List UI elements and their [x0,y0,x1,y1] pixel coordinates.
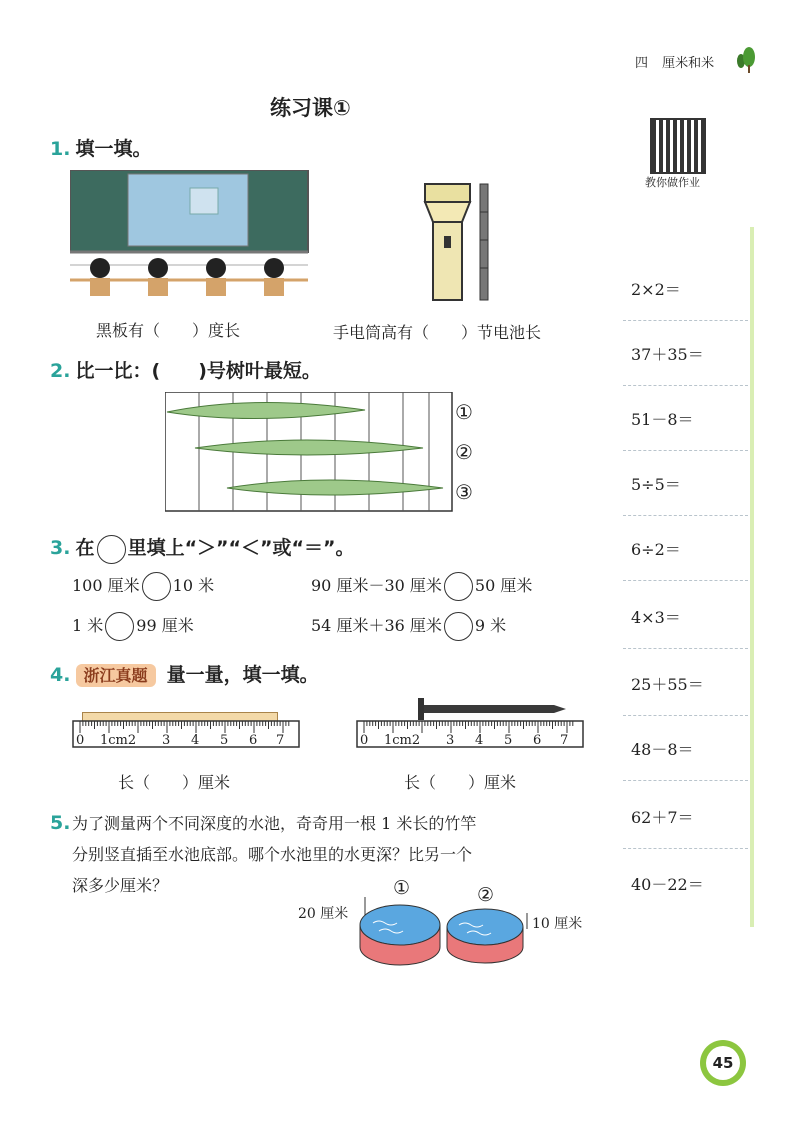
q3-item-4-right: 9 米 [474,616,507,635]
page-number: 45 [712,1054,734,1072]
divider [623,320,748,321]
q3-number: 3. [50,537,71,559]
q3-item-3 [72,612,194,641]
q3-item-4-left: 54 厘米＋36 厘米 [311,616,442,635]
ruler-1 [72,698,300,748]
q3-item-1-left: 100 厘米 [72,576,140,595]
chapter-number: 四 [635,56,649,71]
q5-block [50,808,595,901]
compare-circle-2[interactable] [444,572,473,601]
ruler-2 [356,698,584,748]
q3-item-1-right: 10 米 [172,576,215,595]
tick-label: 5 [220,733,229,748]
tick-label: 7 [276,733,285,748]
tick-label: 5 [504,733,513,748]
calc-item[interactable]: 37＋35＝ [631,345,704,364]
q3-item-2-right: 50 厘米 [474,576,533,595]
divider [623,848,748,849]
divider [623,648,748,649]
q3-heading [50,533,355,564]
divider [623,385,748,386]
q3-item-4 [311,612,506,641]
calc-item[interactable]: 62＋7＝ [631,808,694,827]
tick-label: 4 [475,733,484,748]
calc-item[interactable]: 40－22＝ [631,875,704,894]
tick-label: 3 [162,733,171,748]
calc-item[interactable]: 5÷5＝ [631,475,681,494]
q1-blank-2[interactable]: 手电筒高有（ ）节电池长 [333,323,542,342]
tick-label: 0 [76,733,85,748]
chapter-header [635,52,714,71]
flashlight-illustration [420,182,500,304]
region-tag: 浙江真题 [76,664,156,687]
q1-number: 1. [50,138,71,160]
q3-item-3-right: 99 厘米 [136,616,194,635]
compare-circle-1[interactable] [142,572,171,601]
tick-label: 1cm2 [384,733,421,748]
q3-title-pre: 在 [75,537,95,559]
q3-item-2-left: 90 厘米－30 厘米 [311,576,442,595]
tick-label: 3 [446,733,455,748]
leaf-label-1: ① [455,400,473,424]
calc-sidebar [617,227,754,927]
divider [623,715,748,716]
calc-item[interactable]: 6÷2＝ [631,540,681,559]
q1-heading [50,134,152,161]
chapter-title: 厘米和米 [662,56,715,71]
tick-label: 7 [560,733,569,748]
tick-label: 4 [191,733,200,748]
q3-item-2 [311,572,532,601]
q5-number: 5. [50,812,71,834]
tick-label: 6 [249,733,258,748]
leaf-label-2: ② [455,440,473,464]
qr-code[interactable] [650,118,706,174]
calc-item[interactable]: 51－8＝ [631,410,694,429]
page-number-badge [700,1040,746,1086]
q4-heading [50,660,319,687]
q4-number: 4. [50,664,71,686]
leaves-grid [165,392,455,514]
pools-illustration [355,895,535,970]
q2-title[interactable]: 比一比：( )号树叶最短。 [75,360,321,382]
divider [623,450,748,451]
leaf-label-3: ③ [455,480,473,504]
calc-item[interactable]: 48－8＝ [631,740,694,759]
divider [623,515,748,516]
compare-circle-3[interactable] [105,612,134,641]
q3-title-post: 里填上“＞”“＜”或“＝”。 [127,537,355,559]
q5-line-1: 为了测量两个不同深度的水池，奇奇用一根 1 米长的竹竿 [72,814,477,833]
q2-heading [50,356,321,383]
q1-blank-1[interactable]: 黑板有（ ）度长 [96,321,241,340]
tick-label: 0 [360,733,369,748]
calc-item[interactable]: 4×3＝ [631,608,681,627]
pool-1-measure: 20 厘米 [298,906,349,922]
q5-line-2: 分别竖直插至水池底部。哪个水池里的水更深？比另一个 [72,845,473,864]
qr-caption: 教你做作业 [645,176,700,189]
tree-icon [735,44,757,74]
calc-item[interactable]: 2×2＝ [631,280,681,299]
calc-item[interactable]: 25＋55＝ [631,675,704,694]
q3-item-1 [72,572,214,601]
pool-2-label: ② [477,884,495,906]
pool-1-label: ① [393,877,411,899]
blackboard-illustration [70,170,310,300]
divider [623,780,748,781]
nail [418,698,568,722]
q1-title: 填一填。 [75,138,152,160]
q4-answer-1[interactable]: 长（ ）厘米 [118,773,231,792]
q3-item-3-left: 1 米 [72,616,104,635]
tick-label: 1cm2 [100,733,137,748]
divider [623,580,748,581]
compare-circle-sample [97,535,126,564]
q2-number: 2. [50,360,71,382]
q5-line-3: 深多少厘米？ [72,876,169,895]
q4-answer-2[interactable]: 长（ ）厘米 [404,773,517,792]
pool-2-measure: 10 厘米 [532,916,583,932]
q4-title: 量一量，填一填。 [166,664,319,686]
tick-label: 6 [533,733,542,748]
compare-circle-4[interactable] [444,612,473,641]
page-title: 练习课① [270,96,351,120]
